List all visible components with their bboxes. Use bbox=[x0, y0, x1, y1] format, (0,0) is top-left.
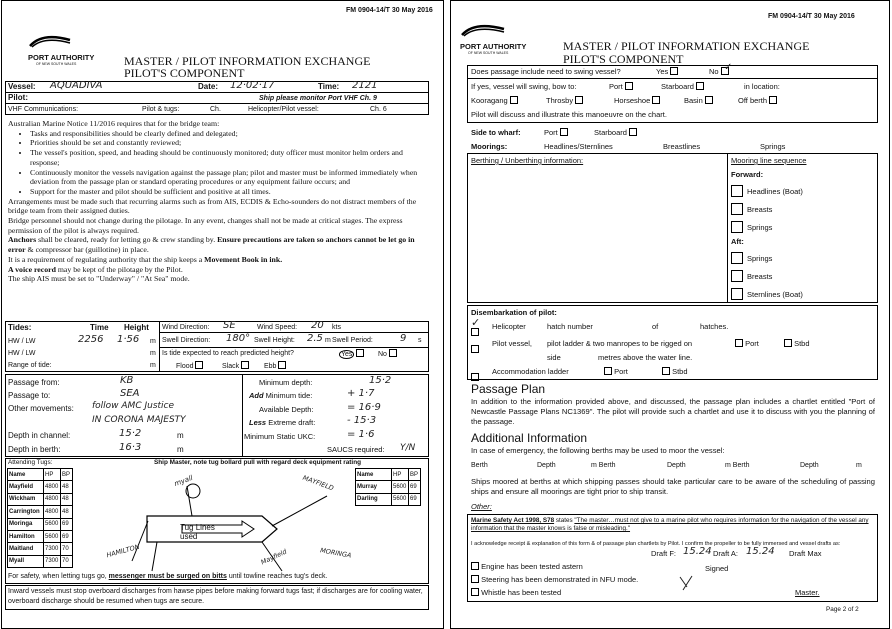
checkbox-icon bbox=[575, 96, 583, 104]
logo-title: PORT AUTHORITY bbox=[28, 53, 95, 62]
checkbox-icon bbox=[471, 575, 479, 583]
swing-discuss-note: Pilot will discuss and illustrate this manoeuvre on the chart. bbox=[471, 110, 667, 119]
table-row: Maitland 7300 70 bbox=[8, 543, 73, 555]
ladder-stbd-option[interactable]: Stbd bbox=[784, 339, 810, 349]
add-tide-label: Add Minimum tide: bbox=[249, 391, 313, 400]
signature-mark-icon bbox=[677, 573, 697, 593]
checkbox-icon bbox=[389, 349, 397, 357]
tide-expected-question: Is tide expected to reach predicted height? bbox=[162, 350, 294, 357]
msa-statement: Marine Safety Act 1998, S78 states "The master…must not give to a marine pilot who requires information for the navigation of the vessel any information that the master knows is false or misleading." bbox=[471, 517, 869, 532]
depth-channel-value[interactable]: 15·2 bbox=[119, 428, 142, 439]
accom-stbd-option[interactable]: Stbd bbox=[662, 367, 688, 377]
tide-no-option[interactable]: No bbox=[378, 349, 397, 359]
s-unit: s bbox=[418, 337, 422, 344]
time-label: Time: bbox=[318, 82, 340, 91]
ladder-port-option[interactable]: Port bbox=[735, 339, 759, 349]
disembarkation-title: Disembarkation of pilot: bbox=[471, 308, 557, 317]
accommodation-label: Accommodation ladder bbox=[492, 367, 569, 376]
monitor-note: Ship please monitor Port VHF Ch. 9 bbox=[259, 95, 377, 102]
checkbox-icon bbox=[731, 221, 743, 233]
draft-a-label: Draft A: bbox=[713, 549, 739, 558]
berth-label: m Berth bbox=[725, 462, 750, 469]
min-ukc-label: Minimum Static UKC: bbox=[244, 432, 316, 441]
wharf-starboard-option[interactable]: Starboard bbox=[594, 128, 637, 138]
less-draft-label: Less Extreme draft: bbox=[249, 418, 316, 427]
swing-direction-label: If yes, vessel will swing, bow to: bbox=[471, 82, 577, 91]
checkbox-icon bbox=[471, 328, 479, 336]
checkbox-icon bbox=[652, 96, 660, 104]
page-title: MASTER / PILOT INFORMATION EXCHANGE bbox=[124, 54, 371, 68]
pilot-tugs-channel: Ch. bbox=[210, 106, 221, 113]
fwd-springs-label: Springs bbox=[747, 223, 773, 232]
tug-lines-note: Tug Lines used bbox=[180, 523, 215, 541]
passage-plan-text: In addition to the information provided above, and discussed, the passage plan includes a chartlet entitled "Port of Newcastle Passage Plans NC1369". The pilot will provide such a chartlet and use it to discuss with you the planning of the passage. bbox=[471, 397, 875, 426]
logo-subtitle: OF NEW SOUTH WALES bbox=[36, 62, 77, 66]
available-depth-label: Available Depth: bbox=[259, 405, 314, 414]
hwlw-label: HW / LW bbox=[8, 350, 36, 357]
notice-block bbox=[8, 119, 428, 284]
checkbox-icon bbox=[731, 288, 743, 300]
other-movements-label: Other movements: bbox=[8, 404, 74, 413]
page-1 bbox=[1, 0, 444, 629]
add-tide-value[interactable]: + 1·7 bbox=[347, 388, 375, 399]
date-label: Date: bbox=[198, 82, 219, 91]
side-label: side bbox=[547, 353, 561, 362]
slack-option[interactable]: Slack bbox=[222, 361, 249, 371]
table-row: Hamilton 5600 69 bbox=[8, 530, 73, 542]
fwd-breasts-option[interactable] bbox=[731, 202, 743, 220]
breastlines-label: Breastlines bbox=[663, 142, 701, 151]
bullet-item: • The vessel's position, speed, and heading should be continuously monitored; duty officer must monitor helm orders and response; bbox=[30, 148, 428, 167]
page-subtitle: PILOT'S COMPONENT bbox=[124, 66, 245, 80]
passage-to-label: Passage to: bbox=[8, 391, 51, 400]
hatches-label: hatches. bbox=[700, 322, 729, 331]
swell-period-label: Swell Period: bbox=[332, 337, 373, 344]
hwlw-label: HW / LW bbox=[8, 338, 36, 345]
ships-moored-note: Ships moored at berths at which shipping passes should take particular care to be aware of the scheduling of passing ships and ensure all moorings are tight prior to ship transit. bbox=[471, 477, 875, 496]
table-row: Moringa 5600 69 bbox=[8, 518, 73, 530]
wind-dir-value[interactable]: SE bbox=[223, 320, 236, 331]
time-value[interactable]: 2121 bbox=[352, 80, 378, 91]
range-label: Range of tide: bbox=[8, 362, 52, 369]
draft-f-label: Draft F: bbox=[651, 549, 677, 558]
helicopter-label: Helicopter/Pilot vessel: bbox=[248, 106, 319, 113]
checkbox-icon bbox=[670, 67, 678, 75]
aft-label: Aft: bbox=[731, 237, 744, 246]
bullet-item: • Priorities should be set and constantly reviewed; bbox=[30, 138, 428, 148]
tugs-table-right: Name HP BP Murray 5600 69 Darling 5600 69 bbox=[355, 468, 421, 506]
checkbox-icon bbox=[731, 252, 743, 264]
location-off-berth[interactable]: Off berth bbox=[738, 96, 777, 106]
wave-logo-icon bbox=[28, 34, 72, 48]
swing-yes-option[interactable]: Yes bbox=[656, 67, 678, 77]
voice-paragraph: A voice record may be kept of the pilotage by the Pilot. bbox=[8, 264, 183, 274]
page-title: MASTER / PILOT INFORMATION EXCHANGE bbox=[563, 39, 810, 53]
swell-height-label: Swell Height: bbox=[254, 337, 295, 344]
table-row: Wickham 4800 48 bbox=[8, 493, 73, 505]
date-value[interactable]: 12·02·17 bbox=[230, 80, 275, 91]
aft-springs-option[interactable] bbox=[731, 251, 743, 269]
checkbox-icon bbox=[278, 361, 286, 369]
helicopter-label: Helicopter bbox=[492, 322, 526, 331]
passage-plan-title: Passage Plan bbox=[471, 382, 546, 396]
logo-title: PORT AUTHORITY bbox=[460, 42, 527, 51]
moorings-label: Moorings: bbox=[471, 142, 508, 151]
checkbox-icon bbox=[195, 361, 203, 369]
tides-label: Tides: bbox=[8, 323, 32, 332]
checkbox-icon bbox=[510, 96, 518, 104]
tide-yes-option[interactable]: Yes bbox=[339, 349, 364, 359]
wind-dir-label: Wind Direction: bbox=[162, 324, 210, 331]
tide-height[interactable]: 1·56 bbox=[117, 334, 140, 345]
checkbox-icon bbox=[471, 588, 479, 596]
depth-berth-value[interactable]: 16·3 bbox=[119, 442, 142, 453]
wave-logo-icon bbox=[460, 23, 506, 37]
page-2 bbox=[450, 0, 890, 629]
checkbox-icon bbox=[471, 345, 479, 353]
checkbox-icon bbox=[731, 185, 743, 197]
table-row: Carrington 4800 48 bbox=[8, 506, 73, 518]
bullet-item: • Support for the master and pilot should be sufficient and positive at all times. bbox=[30, 187, 428, 197]
unit-m: m bbox=[856, 462, 862, 469]
page-subtitle: PILOT'S COMPONENT bbox=[563, 52, 684, 66]
saucs-value[interactable]: Y/N bbox=[400, 443, 416, 453]
bridge-paragraph: Bridge personnel should not change during the pilotage. In any event, changes shall not be made at critical stages. The express permission of the pilot is always required. bbox=[8, 216, 403, 235]
swell-height-value[interactable]: 2.5 bbox=[307, 333, 323, 344]
bullet-item: • Tasks and responsibilities should be clearly defined and delegated; bbox=[30, 129, 428, 139]
anchors-paragraph: Anchors shall be cleared, ready for letting go & crew standing by. Ensure precautions are taken so anchors cannot be let go in error & compressor bar (guillotine) in place. bbox=[8, 235, 415, 255]
tide-time[interactable]: 2256 bbox=[78, 334, 104, 345]
saucs-label: SAUCS required: bbox=[327, 445, 385, 454]
depth-channel-label: Depth in channel: bbox=[8, 431, 71, 440]
vhf-label: VHF Communications: bbox=[8, 106, 79, 113]
ebb-option[interactable]: Ebb bbox=[264, 361, 286, 371]
swing-port-option[interactable]: Port bbox=[609, 82, 633, 92]
hatch-number-label: hatch number bbox=[547, 322, 593, 331]
other-movements-value[interactable]: follow AMC Justice bbox=[92, 401, 175, 411]
berthing-info-label: Berthing / Unberthing information: bbox=[471, 156, 584, 165]
location-basin[interactable]: Basin bbox=[684, 96, 713, 106]
additional-info-title: Additional Information bbox=[471, 431, 588, 445]
forward-label: Forward: bbox=[731, 170, 764, 179]
swell-dir-value[interactable]: 180° bbox=[226, 333, 251, 344]
depth-label: Depth bbox=[800, 462, 819, 469]
berth-label: Berth bbox=[471, 462, 488, 469]
movement-paragraph: It is a requirement of regulating authority that the ship keeps a Movement Book in ink. bbox=[8, 254, 283, 264]
berthing-box bbox=[467, 153, 878, 303]
of-label: of bbox=[652, 322, 659, 331]
berth-label: m Berth bbox=[591, 462, 616, 469]
wind-speed-label: Wind Speed: bbox=[257, 324, 298, 331]
unit-m: m bbox=[150, 338, 156, 345]
table-row: Myall 7300 70 bbox=[8, 555, 73, 567]
additional-info-text: In case of emergency, the following berths may be used to moor the vessel: bbox=[471, 446, 725, 455]
checkbox-icon bbox=[471, 562, 479, 570]
vessel-name[interactable]: AQUADIVA bbox=[50, 80, 103, 91]
acknowledgement-text: I acknowledge receipt & explanation of this form & of passage plan chartlets by Pilot. I confirm the propeller to be fully immersed and vessel drafts as: bbox=[471, 541, 841, 547]
form-number: FM 0904-14/T 30 May 2016 bbox=[768, 13, 855, 20]
ais-paragraph: The ship AIS must be set to "Underway" / "At Sea" mode. bbox=[8, 274, 190, 284]
aft-sternlines-label: Sternlines (Boat) bbox=[747, 290, 803, 299]
whistle-option[interactable]: Whistle has been tested bbox=[471, 588, 561, 598]
checkbox-icon bbox=[696, 82, 704, 90]
bullet-item: • Continuously monitor the vessels navigation against the passage plan; pilot and master must be informed immediately when deviation from the passage plan or standard operating procedures or any equipment failure occurs; and bbox=[30, 168, 428, 187]
notice-intro: Australian Marine Notice 11/2016 requires that for the bridge team: bbox=[8, 119, 220, 128]
min-depth-label: Minimum depth: bbox=[259, 378, 313, 387]
checkbox-icon bbox=[471, 373, 479, 381]
passage-from-label: Passage from: bbox=[8, 378, 60, 387]
depth-label: Depth bbox=[537, 462, 556, 469]
fwd-springs-option[interactable] bbox=[731, 220, 743, 238]
passage-from-value[interactable]: KB bbox=[120, 375, 134, 386]
head-stern-label: Headlines/Sternlines bbox=[544, 142, 613, 151]
attending-tugs-label: Attending Tugs: bbox=[8, 459, 53, 466]
vessel-label: Vessel: bbox=[8, 82, 36, 91]
springs-label: Springs bbox=[760, 142, 786, 151]
sketch-label-mayfield: MAYFIELD bbox=[301, 473, 335, 493]
tugs-table-left: Name HP BP Mayfield 4800 48 Wickham 4800 48 Carrington 4800 48 Moringa 5600 69 Hamilton 5600 69 Maitland 7300 70 Myall 7300 70 bbox=[7, 468, 73, 568]
swell-dir-label: Swell Direction: bbox=[162, 337, 211, 344]
sketch-label-moringa: MORINGA bbox=[319, 546, 352, 560]
kts-unit: kts bbox=[332, 324, 341, 331]
depth-label: Depth bbox=[667, 462, 686, 469]
form-number: FM 0904-14/T 30 May 2016 bbox=[346, 7, 433, 14]
pilot-vessel-option[interactable] bbox=[471, 339, 479, 357]
unit-m: m bbox=[325, 337, 331, 344]
checkbox-icon bbox=[241, 361, 249, 369]
pilot-vessel-label: Pilot vessel, bbox=[492, 339, 533, 348]
sketch-label-hamilton: HAMILTON bbox=[105, 542, 141, 560]
signed-label: Signed bbox=[705, 564, 729, 573]
checkbox-icon bbox=[356, 349, 364, 357]
ladder-text: pilot ladder & two manropes to be rigged on bbox=[547, 339, 693, 348]
height-column: Height bbox=[124, 323, 149, 332]
checkbox-icon bbox=[731, 203, 743, 215]
less-draft-value[interactable]: - 15·3 bbox=[347, 415, 377, 426]
fwd-headlines-option[interactable] bbox=[731, 184, 743, 202]
draft-a-value[interactable]: 15.24 bbox=[746, 546, 775, 557]
unit-m: m bbox=[150, 350, 156, 357]
accom-port-option[interactable]: Port bbox=[604, 367, 628, 377]
wharf-port-option[interactable]: Port bbox=[544, 128, 568, 138]
aft-sternlines-option[interactable] bbox=[731, 287, 743, 305]
port-authority-logo bbox=[28, 34, 94, 66]
unit-m: m bbox=[150, 362, 156, 369]
passage-to-value[interactable]: SEA bbox=[120, 388, 140, 399]
depth-berth-label: Depth in berth: bbox=[8, 445, 61, 454]
swing-no-option[interactable]: No ✓ bbox=[709, 62, 733, 76]
swell-period-value[interactable]: 9 bbox=[400, 333, 407, 344]
sketch-label-mayfield-2: Mayfield bbox=[259, 547, 288, 567]
checkbox-icon bbox=[560, 128, 568, 136]
checkbox-icon bbox=[735, 339, 743, 347]
helicopter-channel: Ch. 6 bbox=[370, 106, 387, 113]
table-row: Darling 5600 69 bbox=[356, 493, 421, 505]
alarm-paragraph: Arrangements must be made such that recurring alarms such as from AIS, ECDIS & Echo-sounders do not distract members of the bridge team from their assigned duties. bbox=[8, 196, 417, 216]
time-column: Time bbox=[90, 323, 109, 332]
min-ukc-value[interactable]: = 1·6 bbox=[347, 429, 375, 440]
engine-tested-option[interactable]: Engine has been tested astern bbox=[471, 562, 583, 572]
available-depth-value[interactable]: = 16·9 bbox=[347, 402, 381, 413]
other-movements-value-2[interactable]: IN CORONA MAJESTY bbox=[92, 415, 186, 425]
port-authority-logo bbox=[460, 23, 526, 55]
checkbox-icon bbox=[629, 128, 637, 136]
draft-max-label: Draft Max bbox=[789, 549, 822, 558]
steering-option[interactable]: Steering has been demonstrated in NFU mode. bbox=[471, 575, 638, 585]
table-row: Mayfield 4800 48 bbox=[8, 481, 73, 493]
check-mark-icon: ✓ bbox=[724, 62, 733, 73]
unit-m: m bbox=[177, 445, 184, 454]
checkbox-icon bbox=[662, 367, 670, 375]
swing-question: Does passage include need to swing vessel? bbox=[471, 67, 621, 76]
side-wharf-label: Side to wharf: bbox=[471, 128, 521, 137]
location-horseshoe[interactable]: Horseshoe bbox=[614, 96, 660, 106]
checkbox-icon bbox=[625, 82, 633, 90]
wind-speed-value[interactable]: 20 bbox=[311, 320, 324, 331]
notice-bullets bbox=[8, 129, 428, 197]
checkbox-icon bbox=[604, 367, 612, 375]
in-location-label: in location: bbox=[744, 82, 780, 91]
pilot-tugs-label: Pilot & tugs: bbox=[142, 106, 180, 113]
aft-springs-label: Springs bbox=[747, 254, 773, 263]
tugs-safety-note: For safety, when letting tugs go, messenger must be surged on bitts until towline reaches tug's deck. bbox=[8, 573, 328, 580]
sketch-label-myall: myall bbox=[173, 473, 194, 489]
pilot-label: Pilot: bbox=[8, 93, 28, 102]
checkbox-icon bbox=[731, 270, 743, 282]
unit-m: m bbox=[177, 431, 184, 440]
checkbox-icon bbox=[769, 96, 777, 104]
checkbox-icon bbox=[705, 96, 713, 104]
page-number: Page 2 of 2 bbox=[826, 606, 859, 613]
mooring-sequence-label: Mooring line sequence bbox=[731, 156, 807, 165]
checkbox-icon bbox=[784, 339, 792, 347]
inward-note: Inward vessels must stop overboard discharges from hawse pipes before making forward tugs fast; if discharges are for cooling water, overboard discharge should be resumed when tugs are secure. bbox=[8, 588, 423, 605]
logo-subtitle: OF NEW SOUTH WALES bbox=[468, 51, 509, 55]
metres-above-label: metres above the water line. bbox=[598, 353, 693, 362]
aft-breasts-label: Breasts bbox=[747, 272, 773, 281]
draft-f-value[interactable]: 15.24 bbox=[683, 546, 712, 557]
min-depth-value[interactable]: 15·2 bbox=[369, 375, 392, 386]
table-row: Murray 5600 69 bbox=[356, 481, 421, 493]
fwd-breasts-label: Breasts bbox=[747, 205, 773, 214]
master-note: Ship Master, note tug bollard pull with regard deck equipment rating bbox=[154, 459, 362, 466]
swing-starboard-option[interactable]: Starboard bbox=[661, 82, 704, 92]
location-kooragang[interactable]: Kooragang bbox=[471, 96, 518, 106]
flood-option[interactable]: Flood bbox=[176, 361, 203, 371]
aft-breasts-option[interactable] bbox=[731, 269, 743, 287]
location-throsby[interactable]: Throsby bbox=[546, 96, 583, 106]
fwd-headlines-label: Headlines (Boat) bbox=[747, 187, 803, 196]
master-signature-line: Master. bbox=[795, 588, 820, 597]
helicopter-option[interactable] bbox=[471, 316, 481, 340]
other-label: Other: bbox=[471, 502, 492, 511]
check-mark-icon: ✓ bbox=[471, 316, 481, 329]
